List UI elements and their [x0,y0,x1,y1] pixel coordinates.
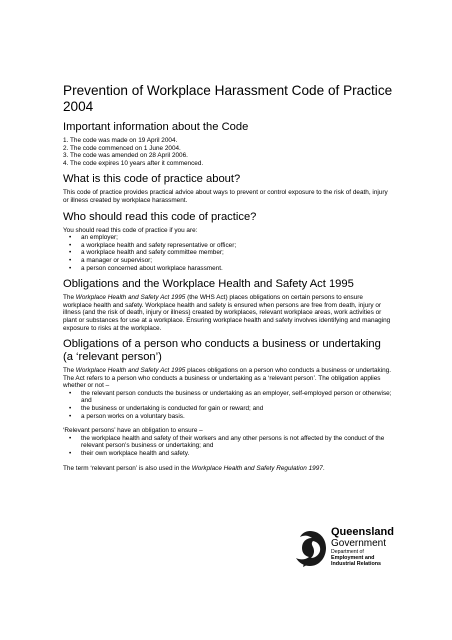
logo-wordmark [331,527,394,567]
who-heading: Who should read this code of practice? [63,210,257,223]
important-item: 4. The code expires 10 years after it commenced. [63,159,204,167]
ensure-intro: ‘Relevant persons’ have an obligation to ensure – [63,427,203,435]
who-intro: You should read this code of practice if you are: [63,226,198,234]
ensure-list [63,435,393,458]
who-list [63,234,393,272]
important-heading: Important information about the Code [63,121,249,133]
ensure-item: • the workplace health and safety of their workers and any other persons is not affected by the conduct of the relevant person’s business or undertaking; and [81,435,393,450]
ensure-item: • their own workplace health and safety. [81,450,393,458]
logo-line-government: Government [331,538,387,549]
who-item: • a person concerned about workplace harassment. [81,265,393,273]
who-item: • a workplace health and safety representative or officer; [81,242,393,250]
pcbu-list [63,390,393,420]
important-item: 1. The code was made on 19 April 2004. [63,137,178,144]
obligations-heading: Obligations and the Workplace Health and Safety Act 1995 [63,278,354,291]
logo-line-department: Department of [331,549,364,555]
logo-line-industrial: Industrial Relations [331,561,382,567]
who-item: • a workplace health and safety committee member; [81,249,393,257]
important-item: 3. The code was amended on 28 April 2006. [63,152,188,160]
logo-line-employment: Employment and [331,555,375,561]
obligations-text: The Workplace Health and Safety Act 1995 (the WHS Act) places obligations on certain persons to ensure workplace health and safety. Workplace health and safety is ensured when persons are free from death, injury or illness (and the risk of death, injury or illness) created by workplaces, relevant workplace areas, work activities or plant or substances for use at a workplace. Ensuring workplace health and safety involves identifying and managing exposure to risks at the workplace. [63,294,391,332]
act-title: Workplace Health and Safety Act 1995 [75,294,186,302]
who-item: • an employer; [81,234,393,242]
pcbu-item: • the relevant person conducts the business or undertaking as an employer, self-employed person or otherwise; and [81,390,393,405]
crest-icon [291,529,329,569]
final-note: The term ‘relevant person’ is also used in the Workplace Health and Safety Regulation 1997. [63,464,325,472]
pcbu-item: • the business or undertaking is conducted for gain or reward; and [81,405,393,413]
pcbu-heading: Obligations of a person who conducts a business or undertaking (a ‘relevant person’) [63,338,381,364]
pcbu-text: The Workplace Health and Safety Act 1995 places obligations on a person who conducts a business or undertaking. The Act refers to a person who conducts a business or undertaking as a ‘relevant person’. The obligation applies whether or not – [63,367,392,390]
about-text: This code of practice provides practical advice about ways to prevent or control exposure to the risk of death, injury or illness created by workplace harassment. [63,189,388,204]
about-heading: What is this code of practice about? [63,173,241,186]
regulation-title: Workplace Health and Safety Regulation 1997 [191,464,323,472]
act-title: Workplace Health and Safety Act 1995 [75,367,186,375]
document-body [63,83,393,475]
queensland-government-logo [291,527,401,569]
important-list [63,137,393,167]
important-item: 2. The code commenced on 1 June 2004. [63,144,181,152]
who-item: • a manager or supervisor; [81,257,393,265]
logo-line-queensland: Queensland [331,526,394,538]
document-title: Prevention of Workplace Harassment Code of Practice 2004 [63,83,393,114]
pcbu-item: • a person works on a voluntary basis. [81,413,393,421]
